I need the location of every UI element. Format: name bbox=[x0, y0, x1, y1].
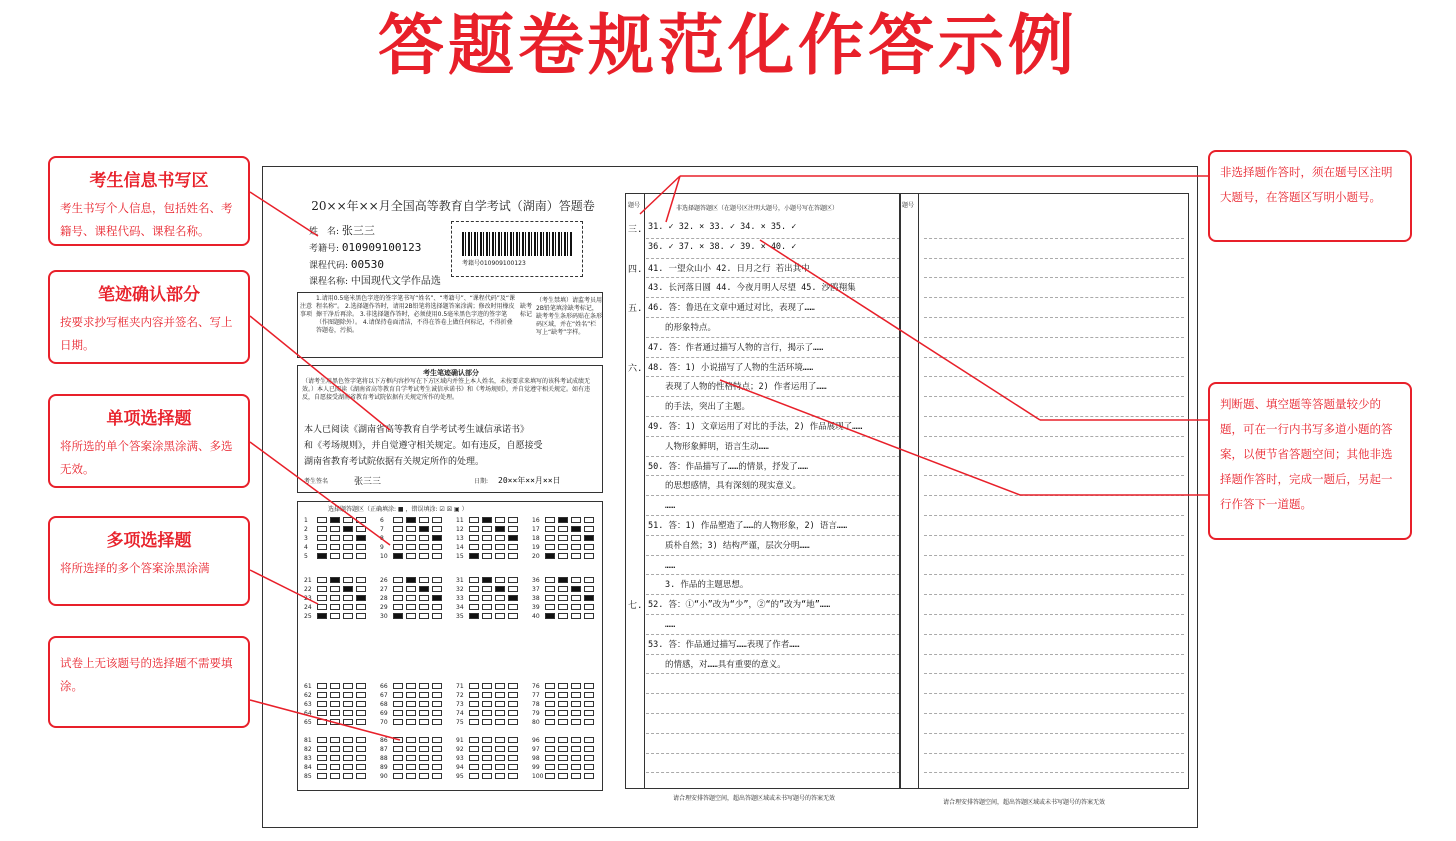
bubble-number: 91 bbox=[456, 736, 464, 744]
confirm-hand-line-3[interactable]: 湖南省教育考试院依据有关规定所作的处理。 bbox=[304, 457, 485, 467]
bubble-number: 97 bbox=[532, 745, 540, 753]
bubble-number: 30 bbox=[380, 612, 388, 620]
bubble-number: 1 bbox=[304, 516, 308, 524]
bubble-number: 34 bbox=[456, 603, 464, 611]
bubble-number: 70 bbox=[380, 718, 388, 726]
bubble-number: 37 bbox=[532, 585, 540, 593]
qnum-label: 题号 bbox=[628, 202, 641, 209]
bubble-number: 76 bbox=[532, 682, 540, 690]
answer-text[interactable]: 表现了人物的性格特点；2) 作者运用了…… bbox=[648, 382, 827, 393]
line-single bbox=[250, 442, 390, 545]
bubble-number: 81 bbox=[304, 736, 312, 744]
bubble-number: 8 bbox=[380, 534, 384, 542]
callout-nonchoice bbox=[1208, 150, 1412, 242]
id-value[interactable]: 010909100123 bbox=[341, 241, 422, 254]
callout-multi-title: 多项选择题 bbox=[106, 531, 192, 551]
bubble-number: 90 bbox=[380, 772, 388, 780]
answer-qnum: 六. bbox=[628, 363, 643, 374]
bubble-number: 67 bbox=[380, 691, 388, 699]
bubble-number: 3 bbox=[304, 534, 308, 542]
bubble-number: 28 bbox=[380, 594, 388, 602]
answer-text[interactable]: 51. 答：1) 作品塑造了……的人物形象，2) 语言…… bbox=[648, 521, 848, 531]
line-info bbox=[250, 192, 318, 236]
bubble-number: 92 bbox=[456, 745, 464, 753]
callout-single-body: 将所选的单个答案涂黑涂满、多选无效。 bbox=[60, 439, 233, 476]
bubble-number: 87 bbox=[380, 745, 388, 753]
answer-qnum: 三. bbox=[628, 225, 643, 235]
bubble-number: 72 bbox=[456, 691, 464, 699]
answer-text[interactable]: …… bbox=[648, 501, 676, 512]
bubble-number: 31 bbox=[456, 576, 464, 584]
callout-info-title: 考生信息书写区 bbox=[89, 171, 209, 191]
callout-multi bbox=[48, 516, 250, 606]
answer-text[interactable]: 48. 答：1) 小说描写了人物的生活环境…… bbox=[648, 362, 814, 373]
callout-noq-body: 试卷上无该题号的选择题不需要填涂。 bbox=[60, 656, 233, 693]
bubble-number: 9 bbox=[380, 543, 384, 551]
bubble-number: 11 bbox=[456, 516, 464, 524]
bubble-number: 33 bbox=[456, 594, 464, 602]
bubble-number: 21 bbox=[304, 576, 312, 584]
bubble-number: 89 bbox=[380, 763, 388, 771]
line-judge-d bbox=[720, 380, 1020, 495]
answer-text[interactable]: 的情感，对……具有重要的意义。 bbox=[648, 659, 786, 670]
confirm-hand-line-1[interactable]: 本人已阅读《湖南省高等教育自学考试考生诚信承诺书》 bbox=[304, 425, 530, 435]
callout-judge bbox=[1208, 382, 1412, 540]
callout-info-body: 考生书写个人信息，包括姓名、考籍号、课程代码、课程名称。 bbox=[60, 201, 233, 238]
answer-text[interactable]: 3. 作品的主题思想。 bbox=[648, 580, 749, 591]
line-multi bbox=[250, 570, 318, 604]
bubble-number: 61 bbox=[304, 682, 312, 690]
bubble-number: 86 bbox=[380, 736, 388, 744]
bubble-number: 65 bbox=[304, 718, 312, 726]
qnum-label-right: 题号 bbox=[902, 202, 915, 209]
bubble-number: 39 bbox=[532, 603, 540, 611]
bubble-number: 100 bbox=[532, 772, 544, 780]
bubble-number: 13 bbox=[456, 534, 464, 542]
name-label: 姓 名: bbox=[309, 227, 340, 237]
absent-side-label: 缺考标记 bbox=[520, 303, 533, 318]
callout-handwriting bbox=[48, 270, 250, 364]
course-label: 课程名称: bbox=[309, 277, 349, 287]
bubble-number: 98 bbox=[532, 754, 540, 762]
bubble-number: 4 bbox=[304, 543, 308, 551]
callout-single-title: 单项选择题 bbox=[106, 409, 192, 429]
callout-nonchoice-body: 非选择题作答时，须在题号区注明大题号，在答题区写明小题号。 bbox=[1220, 165, 1393, 204]
bubble-number: 63 bbox=[304, 700, 312, 708]
bubble-number: 66 bbox=[380, 682, 388, 690]
confirm-title: 考生笔迹确认部分 bbox=[423, 369, 479, 377]
bubble-number: 62 bbox=[304, 691, 312, 699]
answer-text[interactable]: 人物形象鲜明，语言生动…… bbox=[648, 441, 769, 452]
bubble-number: 40 bbox=[532, 612, 540, 620]
answer-text[interactable]: 49. 答：1) 文章运用了对比的手法，2) 作品展现了…… bbox=[648, 422, 863, 432]
line-handwriting bbox=[250, 316, 390, 430]
date-label: 日期: bbox=[474, 478, 489, 485]
bubble-number: 15 bbox=[456, 552, 464, 560]
answer-text[interactable]: 43. 长河落日圆 44. 今夜月明人尽望 45. 沙鸥翔集 bbox=[648, 283, 856, 294]
bubble-number: 80 bbox=[532, 718, 540, 726]
answer-text[interactable]: …… bbox=[648, 620, 676, 630]
code-label: 课程代码: bbox=[309, 261, 349, 271]
bubble-number: 82 bbox=[304, 745, 312, 753]
bubble-number: 35 bbox=[456, 612, 464, 620]
callout-handwriting-title: 笔迹确认部分 bbox=[98, 285, 200, 305]
answer-qnum: 五. bbox=[628, 304, 643, 315]
callout-handwriting-body: 按要求抄写框夹内容并签名、写上日期。 bbox=[60, 315, 233, 352]
bubble-number: 12 bbox=[456, 525, 464, 533]
bubble-number: 75 bbox=[456, 718, 464, 726]
bubble-number: 85 bbox=[304, 772, 312, 780]
answer-text[interactable]: 36. ✓ 37. × 38. ✓ 39. × 40. ✓ bbox=[648, 241, 797, 252]
bubble-number: 29 bbox=[380, 603, 388, 611]
answer-text[interactable]: 的手法，突出了主题。 bbox=[648, 402, 751, 413]
answer-text[interactable]: 52. 答：①“小”改为“少”，②“的”改为“地”…… bbox=[648, 600, 831, 611]
answer-text[interactable]: 47. 答：作者通过描写人物的言行，揭示了…… bbox=[648, 342, 824, 353]
bubble-number: 7 bbox=[380, 525, 384, 533]
bubble-number: 38 bbox=[532, 594, 540, 602]
bubble-number: 78 bbox=[532, 700, 540, 708]
bubble-number: 25 bbox=[304, 612, 312, 620]
bubble-number: 73 bbox=[456, 700, 464, 708]
answer-text[interactable]: 的形象特点。 bbox=[648, 323, 717, 333]
bubble-number: 96 bbox=[532, 736, 540, 744]
bubble-number: 14 bbox=[456, 543, 464, 551]
bubble-number: 93 bbox=[456, 754, 464, 762]
bubble-number: 16 bbox=[532, 516, 540, 524]
answer-text[interactable]: 的思想感情，具有深刻的现实意义。 bbox=[648, 481, 802, 492]
answer-text[interactable]: …… bbox=[648, 560, 676, 571]
barcode-caption: 考籍号010909100123 bbox=[462, 260, 526, 267]
bubble-number: 88 bbox=[380, 754, 388, 762]
bubble-number: 27 bbox=[380, 585, 388, 593]
line-judge-b bbox=[760, 240, 1040, 420]
bubble-number: 99 bbox=[532, 763, 540, 771]
answer-qnum: 七. bbox=[628, 601, 643, 612]
bubble-number: 69 bbox=[380, 709, 388, 717]
sheet-header: 20××年××月全国高等教育自学考试（湖南）答题卷 bbox=[311, 199, 595, 213]
page-title: 答题卷规范化作答示例 bbox=[378, 7, 1078, 84]
bubble-number: 22 bbox=[304, 585, 312, 593]
confirm-text: （请考生用黑色签字笔将以下方框内容抄写在下方区域内并签上本人姓名，未按要求来填写的该科考试成绩无效。）本人已阅读《湖南省高等教育自学考试考生诚信承诺书》和《考场规则》，并自觉遵守相关规定。如有违反，自愿接受湖南省教育考试院依据有关规定所作的处理。 bbox=[302, 378, 591, 401]
bubble-number: 83 bbox=[304, 754, 312, 762]
notice-text: 1.请用0.5毫米黑色字迹的签字笔书写“姓名”、“考籍号”、“课程代码”及“课程名称”。 2.选择题作答时，请用2B铅笔将选择题答案涂满；修改时用橡皮擦干净后再涂。 3.非选择题作答时，必须使用0.5毫米黑色字迹的签字笔（作图题除外）。 4.请保持卷面清洁，不得在答卷上做任何标记，不得折叠答题卷，污损。 bbox=[316, 295, 516, 334]
answer-text[interactable]: 质朴自然；3) 结构严谨，层次分明…… bbox=[648, 540, 810, 551]
code-value[interactable]: 00530 bbox=[350, 258, 385, 271]
footer-left: 请合理安排答题空间，超出答题区域或未书写题号的答案无效 bbox=[673, 795, 836, 802]
choice-title: 选择题答题区（正确填涂: ■ ，错误填涂: ☑ ☒ ▣ ） bbox=[328, 506, 468, 513]
bubble-number: 19 bbox=[532, 543, 540, 551]
answer-text[interactable]: 50. 答：作品描写了……的情景，抒发了…… bbox=[648, 461, 808, 472]
bubble-number: 77 bbox=[532, 691, 540, 699]
bubble-number: 32 bbox=[456, 585, 464, 593]
bubble-number: 10 bbox=[380, 552, 388, 560]
bubble-number: 2 bbox=[304, 525, 308, 533]
bubble-number: 64 bbox=[304, 709, 312, 717]
line-noq bbox=[250, 700, 400, 740]
callout-judge-body: 判断题、填空题等答题量较少的题，可在一行内书写多道小题的答案，以便节省答题空间；其他非选择题作答时，完成一题后，另起一行作答下一道题。 bbox=[1220, 397, 1393, 511]
nonchoice-title: 非选择题答题区（在题号区注明大题号，小题号写在答题区） bbox=[676, 205, 839, 212]
bubble-number: 79 bbox=[532, 709, 540, 717]
answer-qnum: 四. bbox=[628, 264, 643, 275]
bubble-number: 74 bbox=[456, 709, 464, 717]
callout-noq bbox=[48, 636, 250, 728]
course-value[interactable]: 中国现代文学作品选 bbox=[350, 276, 441, 287]
bubble-number: 17 bbox=[532, 525, 540, 533]
bubble-number: 36 bbox=[532, 576, 540, 584]
absent-text: （考生禁填）请监考员用2B铅笔填涂缺考标记，缺考考生条形码贴在条形码区域，并在“姓名”栏写上“缺考”字样。 bbox=[536, 297, 603, 336]
bubble-number: 6 bbox=[380, 516, 384, 524]
bubble-number: 26 bbox=[380, 576, 388, 584]
bubble-number: 71 bbox=[456, 682, 464, 690]
bubble-number: 84 bbox=[304, 763, 312, 771]
bubble-number: 20 bbox=[532, 552, 540, 560]
bubble-number: 95 bbox=[456, 772, 464, 780]
footer-right: 请合理安排答题空间，超出答题区域或未书写题号的答案无效 bbox=[943, 799, 1106, 806]
callout-single bbox=[48, 394, 250, 488]
id-label: 考籍号: bbox=[309, 244, 340, 254]
bubble-number: 94 bbox=[456, 763, 464, 771]
callout-multi-body: 将所选择的多个答案涂黑涂满 bbox=[60, 561, 210, 575]
date-value[interactable]: 20××年××月××日 bbox=[498, 476, 561, 485]
bubble-number: 23 bbox=[304, 594, 312, 602]
sign-value[interactable]: 张三三 bbox=[354, 477, 382, 487]
bubble-number: 5 bbox=[304, 552, 308, 560]
bubble-number: 18 bbox=[532, 534, 540, 542]
sign-label: 考生签名 bbox=[304, 478, 329, 485]
bubble-number: 68 bbox=[380, 700, 388, 708]
notice-side-label: 注意事项 bbox=[300, 303, 313, 318]
answer-text[interactable]: 46. 答：鲁迅在文章中通过对比，表现了…… bbox=[648, 303, 815, 314]
answer-text[interactable]: 41. 一望众山小 42. 日月之行 若出其中 bbox=[648, 263, 810, 274]
bubble-number: 24 bbox=[304, 603, 312, 611]
confirm-hand-line-2[interactable]: 和《考场规则》，并自觉遵守相关规定。如有违反，自愿接受 bbox=[304, 441, 543, 451]
name-value[interactable]: 张三三 bbox=[341, 224, 375, 237]
callout-info bbox=[48, 156, 250, 246]
answer-text[interactable]: 31. ✓ 32. × 33. ✓ 34. × 35. ✓ bbox=[648, 222, 797, 232]
answer-text[interactable]: 53. 答：作品通过描写……表现了作者…… bbox=[648, 639, 800, 650]
